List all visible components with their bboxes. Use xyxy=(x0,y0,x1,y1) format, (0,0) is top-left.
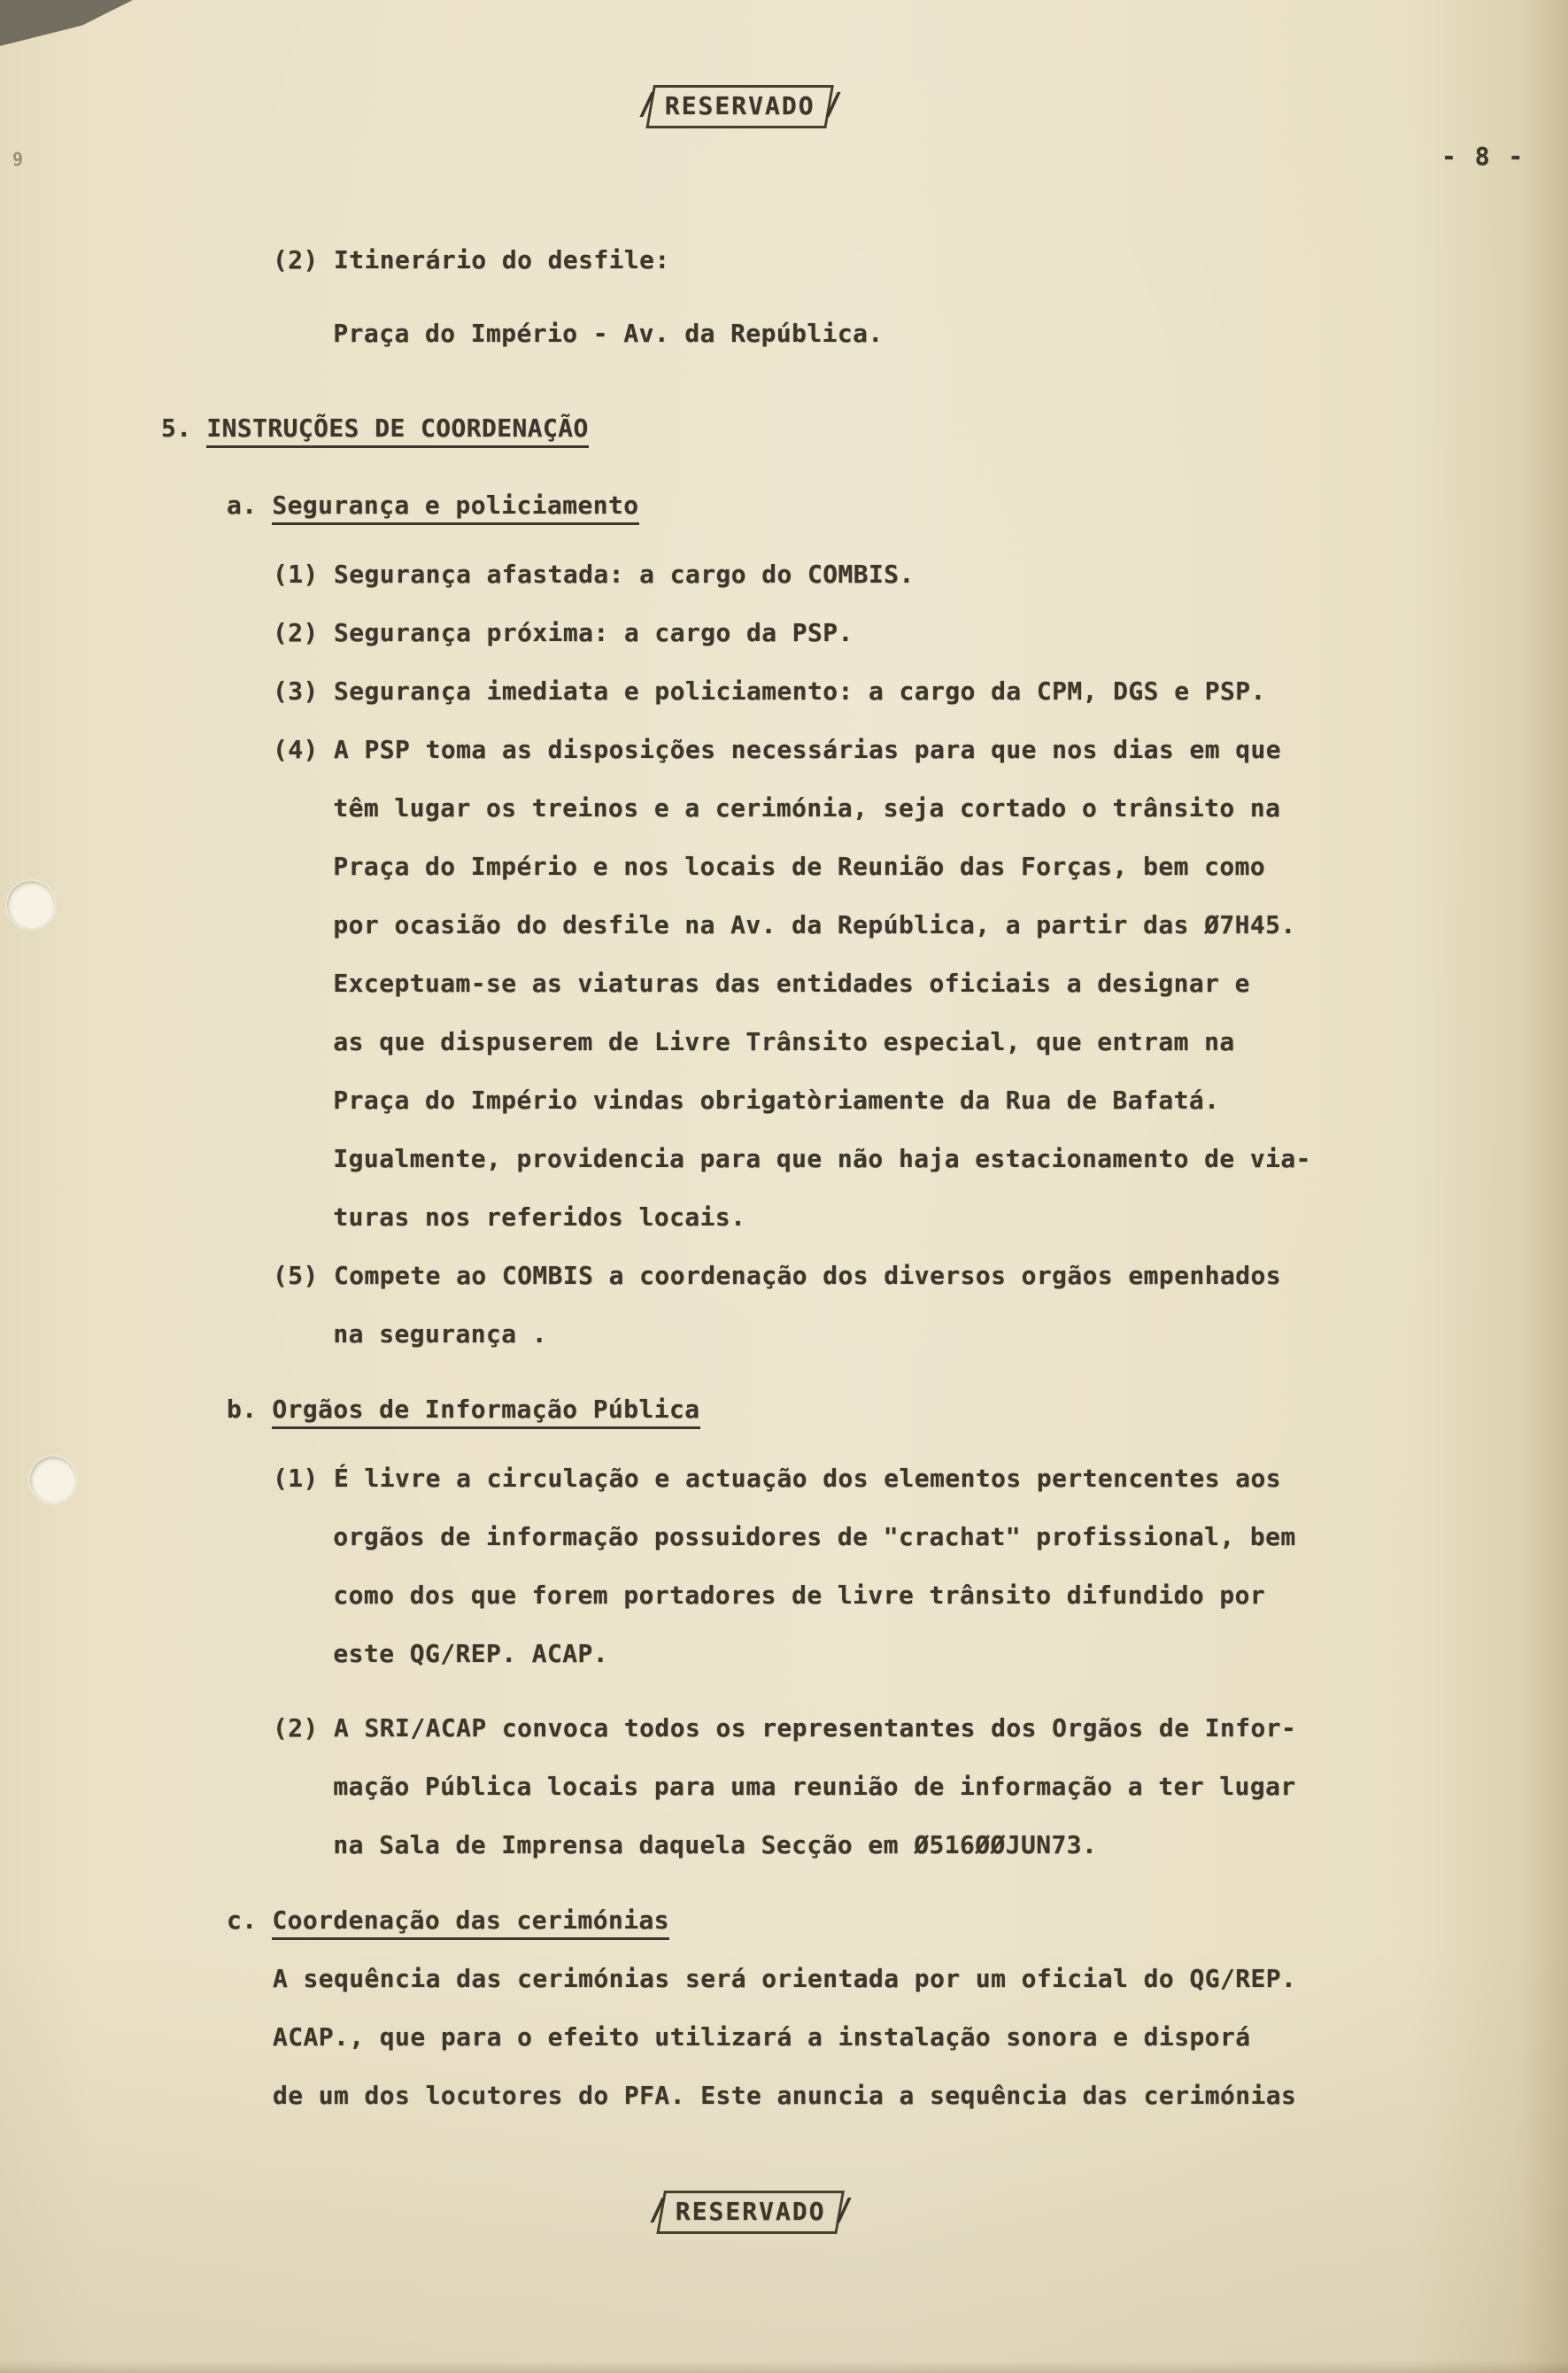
classification-stamp-bottom xyxy=(648,2191,854,2234)
paragraph-line: A sequência das cerimónias será orientada por um oficial do QG/REP. xyxy=(273,1964,1297,1993)
list-item-line: Exceptuam-se as viaturas das entidades oficiais a designar e xyxy=(333,969,1250,998)
paragraph-line: ACAP., que para o efeito utilizará a instalação sonora e disporá xyxy=(273,2022,1251,2052)
list-item-line: orgãos de informação possuidores de "crachat" profissional, bem xyxy=(333,1522,1296,1551)
stamp-slash-icon: / xyxy=(637,87,657,122)
list-item-line: as que dispuserem de Livre Trânsito especial, que entram na xyxy=(333,1027,1235,1056)
handwritten-margin-mark: 9 xyxy=(12,149,24,170)
paragraph-line: de um dos locutores do PFA. Este anuncia a sequência das cerimónias xyxy=(273,2081,1297,2110)
subsection-title: Segurança e policiamento xyxy=(272,491,638,525)
list-item-line: têm lugar os treinos e a cerimónia, seja cortado o trânsito na xyxy=(333,793,1281,823)
page-number: - 8 - xyxy=(1441,142,1526,171)
list-item-line: turas nos referidos locais. xyxy=(333,1202,746,1232)
scan-artifact-bottom-edge xyxy=(0,2361,1568,2373)
list-item-line: (2) A SRI/ACAP convoca todos os representantes dos Orgãos de Infor- xyxy=(273,1713,1297,1743)
stamp-slash-icon: / xyxy=(823,87,843,122)
stamp-box xyxy=(657,2191,845,2234)
stamp-text: RESERVADO xyxy=(676,2197,827,2226)
list-item-line: na segurança . xyxy=(333,1319,548,1349)
list-item-line: Praça do Império e nos locais de Reunião das Forças, bem como xyxy=(333,852,1266,881)
subsection-letter: c. xyxy=(227,1905,258,1935)
document-body xyxy=(0,231,1568,2125)
list-item-line: (1) É livre a circulação e actuação dos elementos pertencentes aos xyxy=(273,1464,1281,1493)
subsection-title: Orgãos de Informação Pública xyxy=(272,1395,699,1429)
stamp-box xyxy=(646,85,834,128)
list-item-line: como dos que forem portadores de livre trânsito difundido por xyxy=(333,1581,1266,1610)
section-title: INSTRUÇÕES DE COORDENAÇÃO xyxy=(206,414,588,448)
list-item-line: por ocasião do desfile na Av. da República, a partir das Ø7H45. xyxy=(333,910,1296,939)
stamp-slash-icon: / xyxy=(834,2192,854,2228)
subsection-letter: a. xyxy=(227,491,258,520)
itinerary-route: Praça do Império - Av. da República. xyxy=(333,319,884,348)
list-item-line: (5) Compete ao COMBIS a coordenação dos diversos orgãos empenhados xyxy=(273,1261,1281,1290)
section-5-heading xyxy=(161,399,1568,458)
list-item-line: Igualmente, providencia para que não haja estacionamento de via- xyxy=(333,1144,1311,1173)
list-item: (2) Segurança próxima: a cargo da PSP. xyxy=(273,618,854,647)
subsection-b-heading xyxy=(227,1380,1568,1439)
subsection-letter: b. xyxy=(227,1395,258,1424)
list-item: (3) Segurança imediata e policiamento: a cargo da CPM, DGS e PSP. xyxy=(273,676,1266,706)
stamp-text: RESERVADO xyxy=(665,91,816,120)
itinerary-heading: (2) Itinerário do desfile: xyxy=(273,245,670,274)
subsection-a-heading xyxy=(227,476,1568,535)
stamp-slash-icon: / xyxy=(648,2192,668,2228)
list-item: (1) Segurança afastada: a cargo do COMBIS. xyxy=(273,560,915,589)
list-item-line: este QG/REP. ACAP. xyxy=(333,1639,609,1668)
classification-stamp-top xyxy=(637,85,843,128)
section-number: 5. xyxy=(161,414,192,443)
list-item-line: mação Pública locais para uma reunião de informação a ter lugar xyxy=(333,1772,1296,1801)
subsection-c-heading xyxy=(227,1891,1568,1950)
subsection-title: Coordenação das cerimónias xyxy=(272,1905,669,1940)
list-item-line: Praça do Império vindas obrigatòriamente da Rua de Bafatá. xyxy=(333,1086,1220,1115)
list-item-line: na Sala de Imprensa daquela Secção em Ø516ØØJUN73. xyxy=(333,1830,1098,1859)
scan-artifact-corner xyxy=(0,0,133,46)
list-item-line: (4) A PSP toma as disposições necessárias para que nos dias em que xyxy=(273,735,1281,764)
